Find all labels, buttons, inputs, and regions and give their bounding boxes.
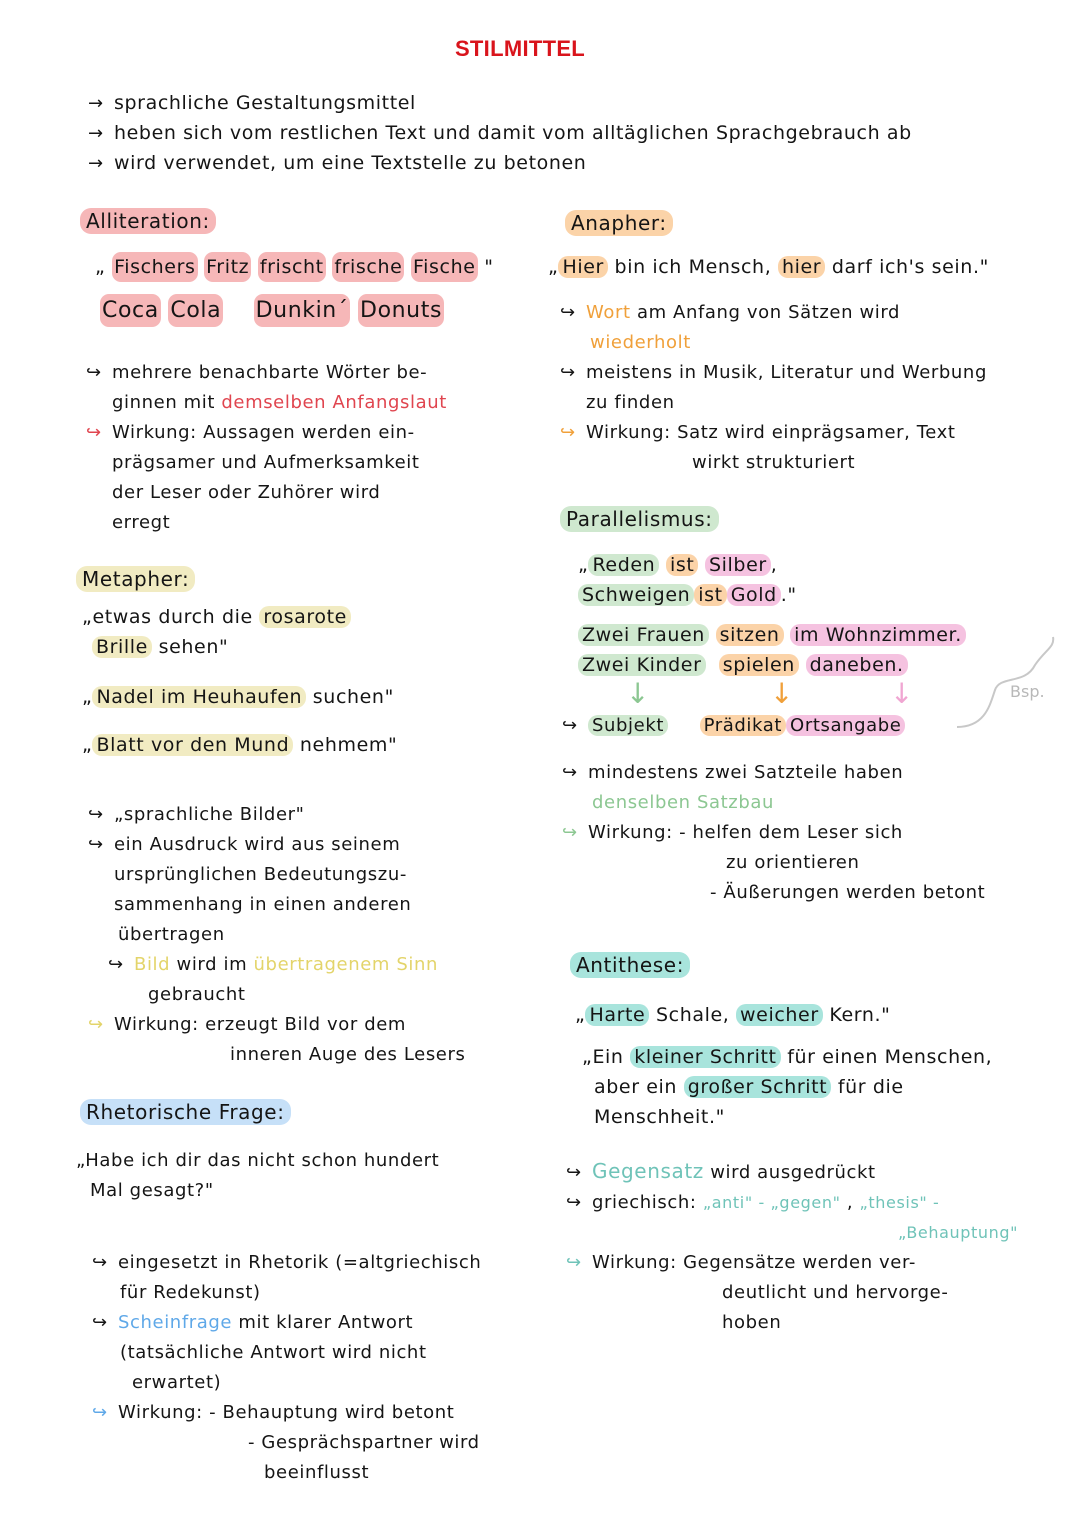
quote-mark: „	[548, 256, 559, 278]
quote-mark: "	[484, 256, 494, 278]
note-text: am Anfang von Sätzen wird	[630, 302, 901, 323]
note-text: ein Ausdruck wird aus seinem	[114, 834, 401, 855]
rhetorische-frage-example	[76, 1146, 439, 1206]
note-text: inneren Auge des Lesers	[230, 1044, 466, 1065]
note-text: mindestens zwei Satzteile haben	[588, 762, 904, 783]
note-text: beeinflusst	[264, 1462, 370, 1483]
highlighted-word: großer Schritt	[684, 1076, 832, 1098]
hook-arrow-icon: ↪	[92, 1312, 108, 1333]
hook-arrow-icon: ↪	[88, 804, 104, 825]
predicate-phrase: spielen	[719, 654, 799, 676]
highlighted-word: Silber	[705, 554, 771, 576]
intro-line-3	[88, 148, 586, 179]
example-text: bin ich Mensch,	[607, 256, 778, 278]
anapher-example	[548, 252, 989, 282]
example-text: Mal gesagt?"	[90, 1180, 214, 1201]
note-text: deutlicht und hervorge-	[722, 1282, 949, 1303]
down-arrow-icon: ↓	[770, 677, 794, 710]
example-text: suchen	[306, 686, 385, 708]
quote-mark: "	[881, 1004, 891, 1026]
hook-arrow-icon: ↪	[560, 302, 576, 323]
example-word: Fritz	[204, 252, 251, 282]
intro-text: heben sich vom restlichen Text und damit vom alltäglichen Sprachgebrauch ab	[114, 122, 912, 144]
quote-mark: "	[219, 636, 229, 658]
highlighted-word: hier	[778, 256, 825, 278]
note-text: ginnen mit	[112, 392, 216, 413]
note-text: Wirkung: - Behauptung wird betont	[118, 1402, 455, 1423]
example-word: frischt	[258, 252, 326, 282]
note-text: mehrere benachbarte Wörter be-	[112, 362, 428, 383]
highlighted-word: ist	[666, 554, 698, 576]
quote-mark: „	[82, 686, 93, 708]
quote-mark: "	[387, 734, 398, 756]
note-keyword: „Behauptung"	[898, 1223, 1019, 1242]
page-title: STILMITTEL	[454, 36, 586, 61]
example-text: Kern.	[822, 1004, 882, 1026]
highlighted-word: Gold	[727, 584, 781, 606]
note-text: mit klarer Antwort	[232, 1312, 414, 1333]
example-text: Menschheit.	[594, 1106, 716, 1128]
hook-arrow-icon: ↪	[562, 715, 578, 736]
note-keyword: demselben Anfangslaut	[221, 392, 447, 413]
parallelismus-section	[560, 504, 719, 536]
antithese-example-1	[575, 1000, 890, 1030]
note-keyword: übertragenem Sinn	[253, 954, 439, 975]
highlighted-word: Hier	[558, 256, 607, 278]
highlighted-word: Schweigen	[578, 584, 694, 606]
alliteration-section	[80, 206, 216, 238]
note-keyword: Scheinfrage	[118, 1312, 233, 1333]
example-text: nehmem	[293, 734, 388, 756]
note-text: zu orientieren	[726, 852, 860, 873]
section-heading: Parallelismus:	[560, 506, 719, 532]
section-heading: Alliteration:	[80, 208, 216, 234]
note-text: zu finden	[586, 392, 675, 413]
alliteration-notes	[86, 358, 447, 538]
section-heading: Rhetorische Frage:	[80, 1099, 291, 1125]
quote-mark: „	[575, 1004, 586, 1026]
example-text: „Habe ich dir das nicht schon hundert	[76, 1150, 440, 1171]
parallelismus-sentence-2	[578, 650, 908, 680]
metapher-example-2	[82, 682, 394, 712]
down-arrow-icon: ↓	[890, 677, 914, 710]
subject-phrase: Zwei Kinder	[578, 654, 706, 676]
note-text: ursprünglichen Bedeutungszu-	[114, 864, 407, 885]
highlighted-word: ist	[694, 584, 726, 606]
note-text: meistens in Musik, Literatur und Werbung	[586, 362, 987, 383]
example-word: Fischers	[112, 252, 197, 282]
quote-mark: „	[95, 256, 106, 278]
note-keyword: denselben Satzbau	[592, 792, 775, 813]
quote-mark: "	[979, 256, 989, 278]
antithese-section	[570, 950, 690, 982]
parallelismus-labels	[562, 711, 905, 741]
example-word: Fische	[411, 252, 478, 282]
metapher-example-3	[82, 730, 397, 760]
quote-mark: „	[82, 606, 93, 628]
anapher-section	[565, 208, 673, 240]
note-text: Wirkung: - helfen dem Leser sich	[588, 822, 903, 843]
note-text: der Leser oder Zuhörer wird	[112, 482, 381, 503]
parallelismus-sentence-1	[578, 620, 966, 650]
intro-text: wird verwendet, um eine Textstelle zu betonen	[114, 152, 587, 174]
note-text: übertragen	[118, 924, 225, 945]
hook-arrow-icon: ↪	[560, 422, 576, 443]
note-text: Wirkung: erzeugt Bild vor dem	[114, 1014, 407, 1035]
intro-line-2	[88, 118, 912, 149]
note-text: wirkt strukturiert	[692, 452, 856, 473]
predicate-label: Prädikat	[700, 715, 786, 736]
predicate-phrase: sitzen	[716, 624, 784, 646]
note-text: Wirkung: Aussagen werden ein-	[112, 422, 415, 443]
note-text: ,	[840, 1192, 860, 1213]
highlighted-word: kleiner Schritt	[630, 1046, 780, 1068]
example-text: für die	[831, 1076, 904, 1098]
hook-arrow-icon: ↪	[560, 362, 576, 383]
place-phrase: daneben.	[806, 654, 908, 676]
note-text: „sprachliche Bilder"	[114, 804, 305, 825]
quote-mark: „	[582, 1046, 593, 1068]
note-keyword: Gegensatz	[592, 1159, 704, 1183]
note-text: wird ausgedrückt	[703, 1162, 876, 1183]
example-text: sehen	[151, 636, 219, 658]
note-keyword: „thesis" -	[859, 1193, 940, 1212]
quote-mark: "	[715, 1106, 725, 1128]
note-text: Wirkung: Gegensätze werden ver-	[592, 1252, 916, 1273]
hook-arrow-icon: ↪	[86, 362, 102, 383]
rhetorische-frage-notes	[92, 1248, 481, 1488]
rhetorische-frage-section	[80, 1097, 291, 1129]
bsp-label: Bsp.	[1010, 682, 1045, 701]
note-text: sammenhang in einen anderen	[114, 894, 412, 915]
hook-arrow-icon: ↪	[86, 422, 102, 443]
quote-mark: "	[787, 584, 797, 606]
note-text: hoben	[722, 1312, 782, 1333]
section-heading: Anapher:	[565, 210, 673, 236]
example-text: aber ein	[594, 1076, 684, 1098]
example-word: Coca	[100, 294, 161, 327]
note-text: für Redekunst)	[120, 1282, 261, 1303]
note-keyword: Bild	[134, 954, 171, 975]
highlighted-word: Harte	[585, 1004, 649, 1026]
quote-mark: „	[82, 734, 93, 756]
highlighted-word: Nadel im Heuhaufen	[92, 686, 306, 708]
note-text: erregt	[112, 512, 171, 533]
hook-arrow-icon: ↪	[566, 1192, 582, 1213]
note-text: eingesetzt in Rhetorik (=altgriechisch	[118, 1252, 482, 1273]
hook-arrow-icon: ↪	[562, 822, 578, 843]
note-text: - Gesprächspartner wird	[248, 1432, 480, 1453]
quote-mark: "	[384, 686, 394, 708]
alliteration-example-2	[100, 296, 444, 326]
example-word: frische	[332, 252, 404, 282]
note-text: - Äußerungen werden betont	[710, 882, 986, 903]
example-word: Cola	[168, 294, 223, 327]
arrow-icon: →	[88, 153, 104, 174]
hook-arrow-icon: ↪	[566, 1162, 582, 1183]
metapher-example-1	[82, 602, 351, 662]
intro-text: sprachliche Gestaltungsmittel	[114, 92, 416, 114]
highlighted-word: Reden	[588, 554, 659, 576]
note-text: (tatsächliche Antwort wird nicht	[120, 1342, 427, 1363]
section-heading: Antithese:	[570, 952, 690, 978]
note-text: griechisch:	[592, 1192, 703, 1213]
subject-label: Subjekt	[588, 715, 668, 736]
place-label: Ortsangabe	[786, 715, 905, 736]
parallelismus-example: „ Reden ist Silber , Schweigen ist Gold ."	[578, 554, 797, 606]
hook-arrow-icon: ↪	[562, 762, 578, 783]
down-arrow-icon: ↓	[626, 677, 650, 710]
note-keyword: wiederholt	[590, 332, 691, 353]
example-text: darf ich's sein.	[825, 256, 980, 278]
highlighted-word: weicher	[736, 1004, 823, 1026]
example-text: etwas durch die	[92, 606, 260, 628]
metapher-section	[76, 564, 195, 596]
antithese-notes	[566, 1156, 1018, 1338]
note-text: wird im	[170, 954, 254, 975]
arrow-icon: →	[88, 123, 104, 144]
note-text: gebraucht	[148, 984, 246, 1005]
note-keyword: Wort	[586, 302, 631, 323]
hook-arrow-icon: ↪	[108, 954, 124, 975]
highlighted-word: rosarote	[259, 606, 351, 628]
highlighted-word: Brille	[92, 636, 152, 658]
antithese-example-2	[582, 1042, 992, 1132]
example-text: für einen Menschen,	[780, 1046, 993, 1068]
example-text: Ein	[592, 1046, 631, 1068]
note-text: prägsamer und Aufmerksamkeit	[112, 452, 420, 473]
note-text: Wirkung: Satz wird einprägsamer, Text	[586, 422, 956, 443]
metapher-notes	[88, 800, 465, 1070]
highlighted-word: Blatt vor den Mund	[92, 734, 293, 756]
example-word: Dunkin´	[254, 294, 351, 327]
hook-arrow-icon: ↪	[88, 1014, 104, 1035]
place-phrase: im Wohnzimmer.	[790, 624, 966, 646]
note-keyword: „anti" - „gegen"	[702, 1193, 841, 1212]
hook-arrow-icon: ↪	[92, 1402, 108, 1423]
arrow-icon: →	[88, 93, 104, 114]
intro-line-1	[88, 88, 416, 119]
section-heading: Metapher:	[76, 566, 195, 592]
example-text: Schale,	[649, 1004, 737, 1026]
note-text: erwartet)	[132, 1372, 222, 1393]
quote-mark: „	[578, 554, 589, 576]
hook-arrow-icon: ↪	[92, 1252, 108, 1273]
hook-arrow-icon: ↪	[566, 1252, 582, 1273]
subject-phrase: Zwei Frauen	[578, 624, 709, 646]
hook-arrow-icon: ↪	[88, 834, 104, 855]
anapher-notes	[560, 298, 987, 478]
alliteration-example-1	[95, 252, 494, 282]
parallelismus-notes	[562, 758, 985, 908]
example-word: Donuts	[358, 294, 444, 327]
